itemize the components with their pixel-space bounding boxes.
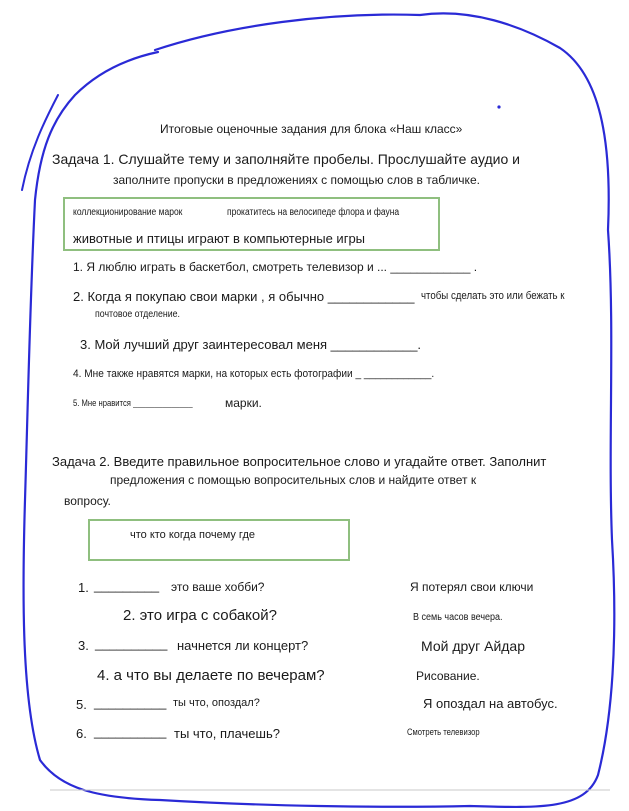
q2-text: 2. это игра с собакой? xyxy=(123,607,277,624)
q1-number: 1. xyxy=(78,580,89,595)
q3-text: начнется ли концерт? xyxy=(177,638,309,653)
q4-answer: Рисование. xyxy=(416,669,480,683)
q4-text: 4. а что вы делаете по вечерам? xyxy=(97,667,325,684)
task1-item-2-cont xyxy=(421,290,584,302)
q3-blank: __________ xyxy=(95,636,168,651)
task1-item-1: 1. Я люблю играть в баскетбол, смотреть телевизор и ... ____________ . xyxy=(73,260,478,274)
q5-number: 5. xyxy=(76,697,87,712)
task1-item-3: 3. Мой лучший друг заинтересовал меня ____________. xyxy=(80,337,422,352)
pen-dot xyxy=(497,105,500,108)
q3-number: 3. xyxy=(78,638,89,653)
q5-answer: Я опоздал на автобус. xyxy=(423,696,558,711)
word-box-item-1 xyxy=(73,207,202,218)
q5-blank: __________ xyxy=(94,695,167,710)
word-box-item-2 xyxy=(227,207,430,218)
q3-answer: Мой друг Айдар xyxy=(421,638,526,654)
word-box-text-1: коллекционирование марок xyxy=(73,207,183,218)
task1-item-4 xyxy=(73,368,466,380)
task1-item-5-end: марки. xyxy=(225,396,262,410)
task1-heading: Задача 1. Слушайте тему и заполняйте пробелы. Прослушайте аудио и xyxy=(52,151,520,167)
q6-number: 6. xyxy=(76,726,87,741)
word-box-text-2: прокатитесь на велосипеде флора и фауна xyxy=(227,207,400,218)
page-title: Итоговые оценочные задания для блока «Наш класс» xyxy=(160,122,463,136)
task2-word-box-text: что кто когда почему где xyxy=(130,529,255,541)
task1-subheading: заполните пропуски в предложениях с помощью слов в табличке. xyxy=(113,173,480,187)
task1-item-2-end-text: почтовое отделение. xyxy=(95,309,181,320)
task2-subheading: предложения с помощью вопросительных слов и найдите ответ к xyxy=(110,473,477,487)
task1-item-2: 2. Когда я покупаю свои марки , я обычно ____________ xyxy=(73,289,415,304)
task1-item-2-end xyxy=(95,309,192,320)
q6-text: ты что, плачешь? xyxy=(174,726,280,741)
q5-text: ты что, опоздал? xyxy=(173,697,260,709)
word-box-item-3: животные и птицы играют в компьютерные игры xyxy=(73,231,366,246)
task2-subheading-2: вопросу. xyxy=(64,494,111,508)
q2-answer xyxy=(413,612,513,623)
q1-blank: _________ xyxy=(94,578,160,593)
q6-blank: __________ xyxy=(94,724,167,739)
q6-answer-text: Смотреть телевизор xyxy=(407,727,480,737)
q1-text: это ваше хобби? xyxy=(171,580,265,594)
pen-stroke-left xyxy=(22,95,58,190)
task2-heading: Задача 2. Введите правильное вопросительное слово и угадайте ответ. Заполнит xyxy=(52,454,547,469)
task1-item-5-text: 5. Мне нравится ______________ xyxy=(73,398,193,408)
task1-item-4-text: 4. Мне также нравятся марки, на которых есть фотографии _ ____________. xyxy=(73,368,435,380)
task1-item-2-cont-text: чтобы сделать это или бежать к xyxy=(421,290,565,302)
q1-answer: Я потерял свои ключи xyxy=(410,580,534,594)
q6-answer xyxy=(407,727,492,737)
q2-answer-text: В семь часов вечера. xyxy=(413,612,503,623)
task1-item-5 xyxy=(73,398,214,408)
